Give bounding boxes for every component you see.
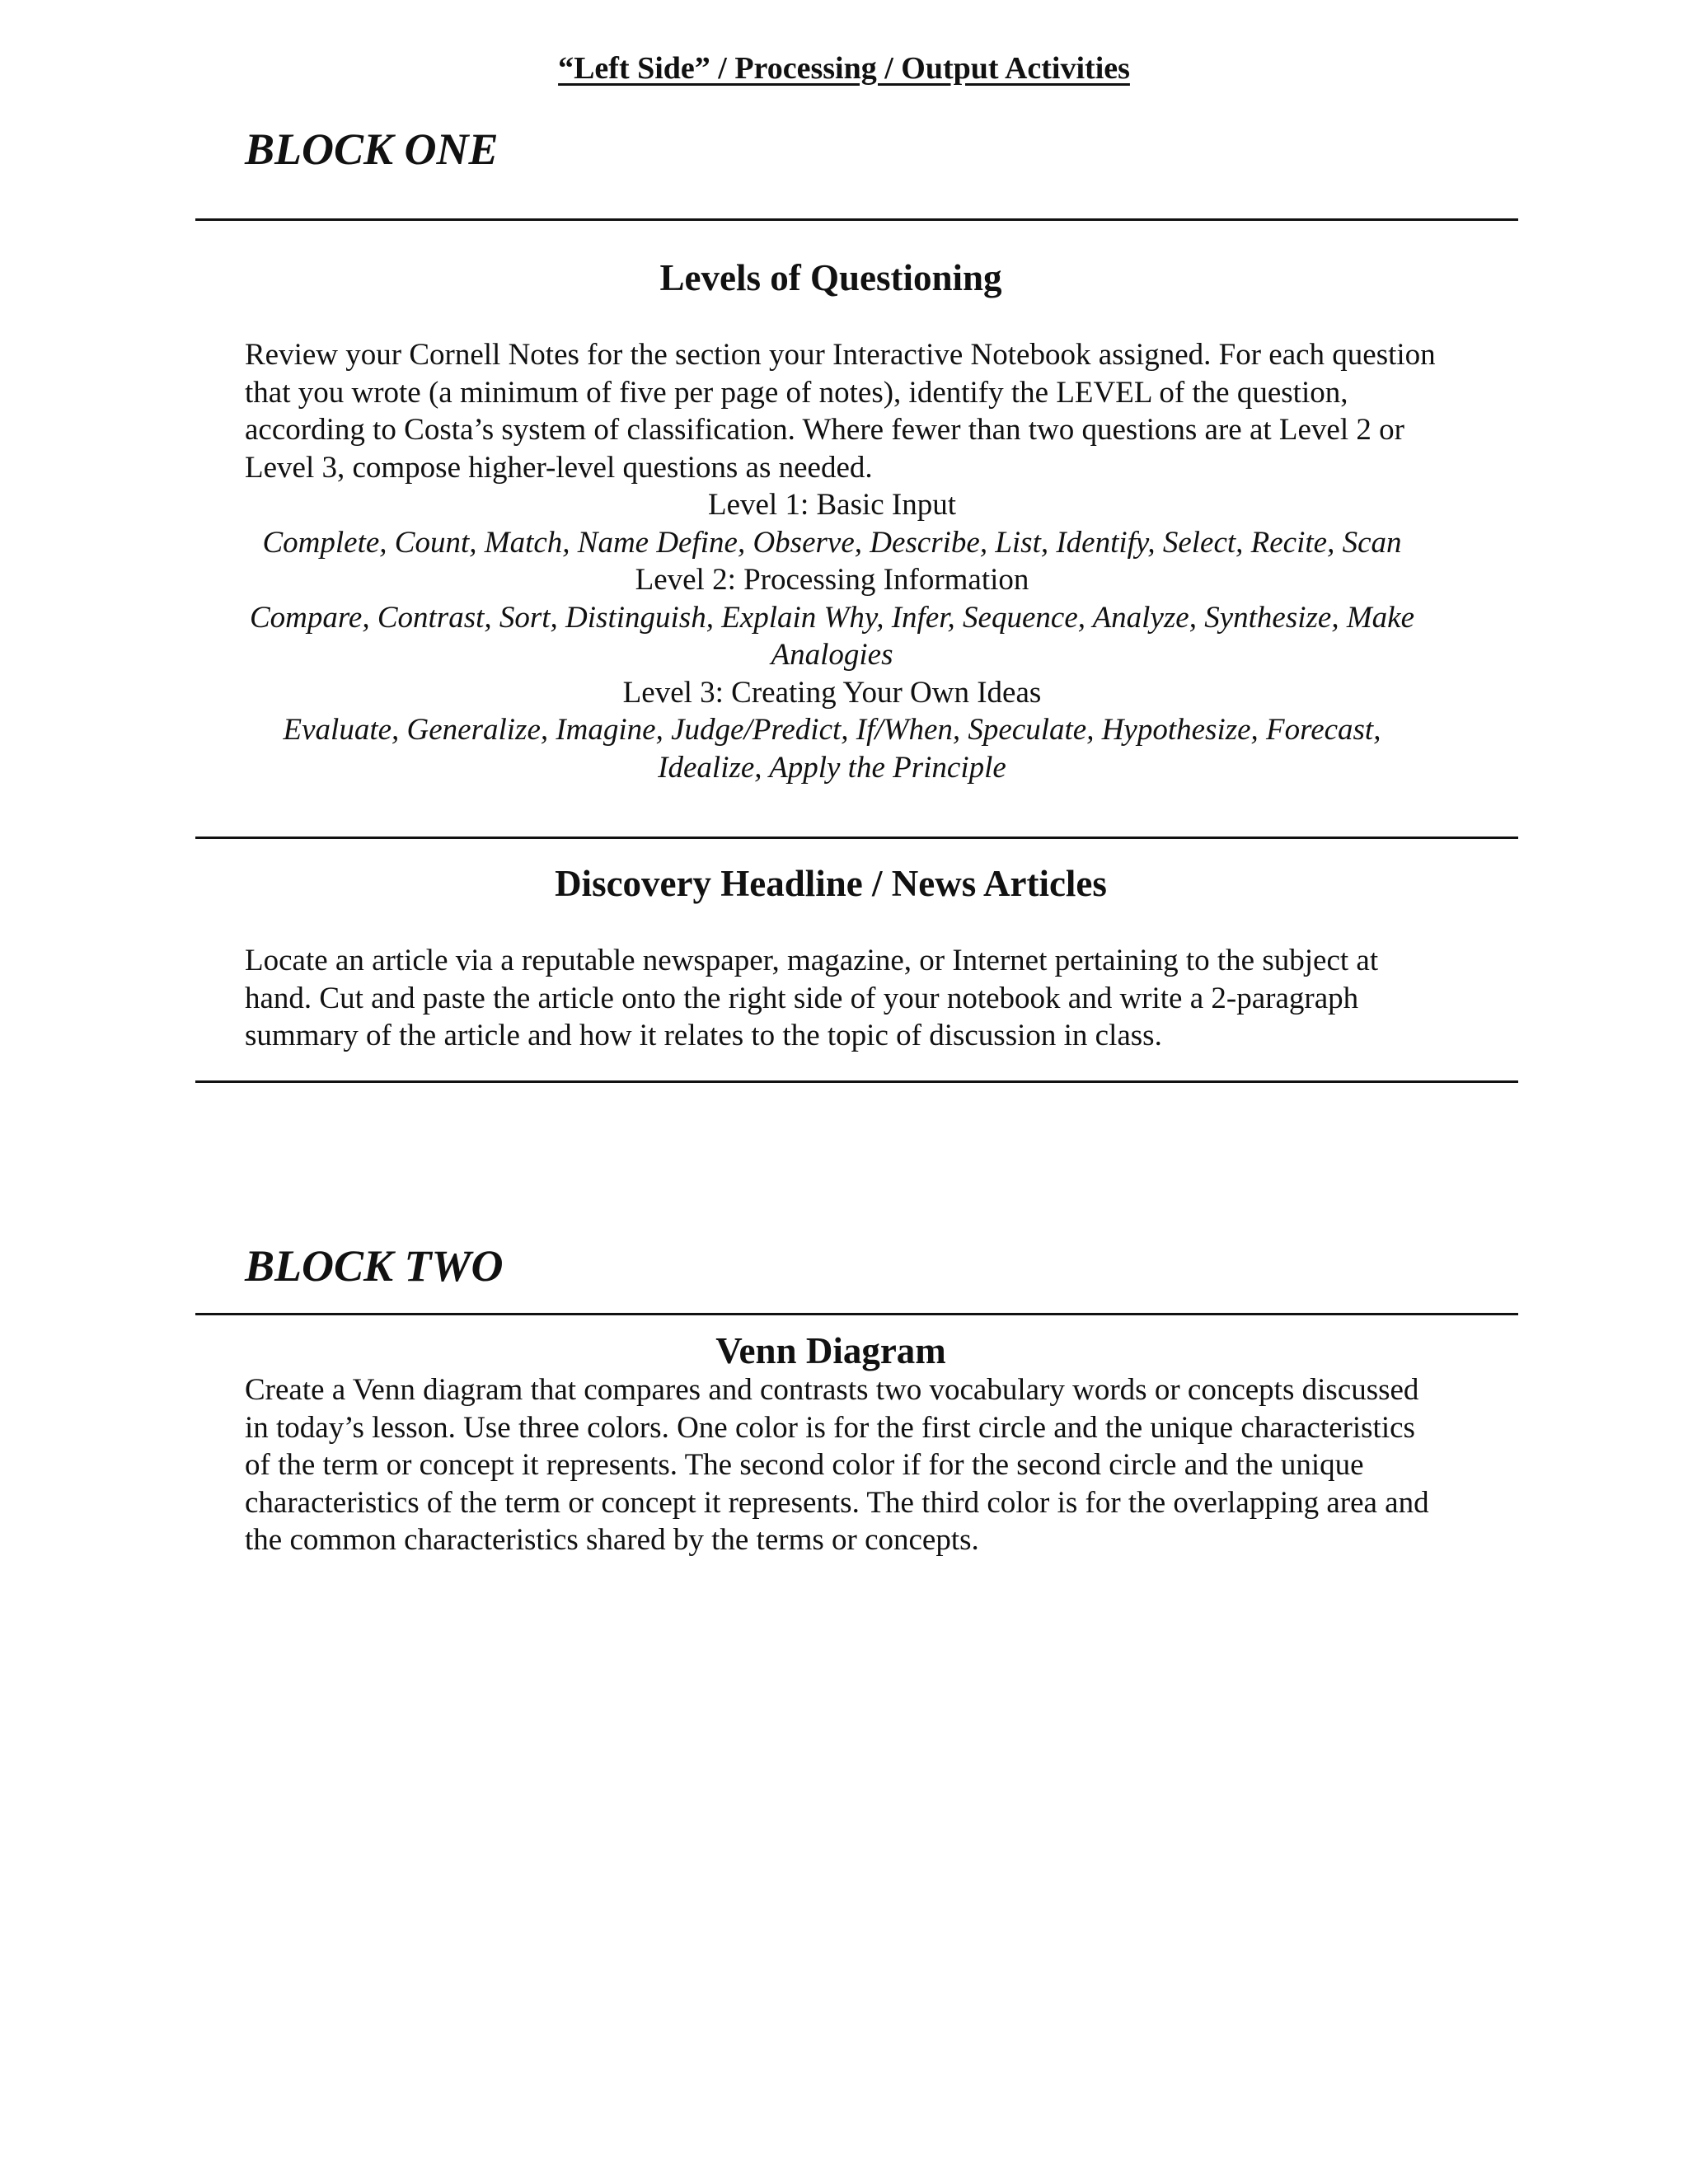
level-3-verbs: Evaluate, Generalize, Imagine, Judge/Predict, If/When, Speculate, Hypothesize, Forecast, Idealize, Apply the Principle — [283, 713, 1381, 785]
divider-rule — [195, 1313, 1518, 1315]
level-1-verbs: Complete, Count, Match, Name Define, Observe, Describe, List, Identify, Select, Recite, Scan — [262, 525, 1402, 560]
divider-rule — [195, 837, 1518, 839]
level-3-label: Level 3: Creating Your Own Ideas — [622, 675, 1042, 710]
levels-list — [245, 486, 1419, 786]
venn-diagram-body: Create a Venn diagram that compares and contrasts two vocabulary words or concepts discussed in today’s lesson. Use three colors. One color is for the first circle and the unique characteristics of the term or concept it represents. The second color if for the second circle and the unique characteristics of the term or concept it represents. The third color is for the overlapping area and the common characteristics shared by the terms or concepts. — [245, 1373, 1429, 1557]
block-two-title: BLOCK TWO — [245, 1241, 504, 1291]
level-2-verbs: Compare, Contrast, Sort, Distinguish, Explain Why, Infer, Sequence, Analyze, Synthesize, Make Analogies — [250, 600, 1414, 672]
levels-of-questioning-intro: Review your Cornell Notes for the section your Interactive Notebook assigned. For each question that you wrote (a minimum of five per page of notes), identify the LEVEL of the question, according to Costa’s system of classification. Where fewer than two questions are at Level 2 or Level 3, compose higher-level questions as needed. — [245, 338, 1436, 485]
divider-rule — [195, 1080, 1518, 1083]
level-1-label: Level 1: Basic Input — [707, 488, 957, 522]
discovery-headline-body: Locate an article via a reputable newspaper, magazine, or Internet pertaining to the subject at hand. Cut and paste the article onto the right side of your notebook and write a 2-paragraph summary of the article and how it relates to the topic of discussion in class. — [245, 944, 1379, 1052]
discovery-headline-title: Discovery Headline / News Articles — [555, 863, 1107, 904]
block-one-title: BLOCK ONE — [245, 124, 499, 174]
venn-diagram-title: Venn Diagram — [715, 1330, 946, 1371]
divider-rule — [195, 218, 1518, 221]
page-header: “Left Side” / Processing / Output Activities — [558, 51, 1130, 86]
levels-of-questioning-title: Levels of Questioning — [659, 257, 1002, 298]
level-2-label: Level 2: Processing Information — [635, 563, 1029, 597]
